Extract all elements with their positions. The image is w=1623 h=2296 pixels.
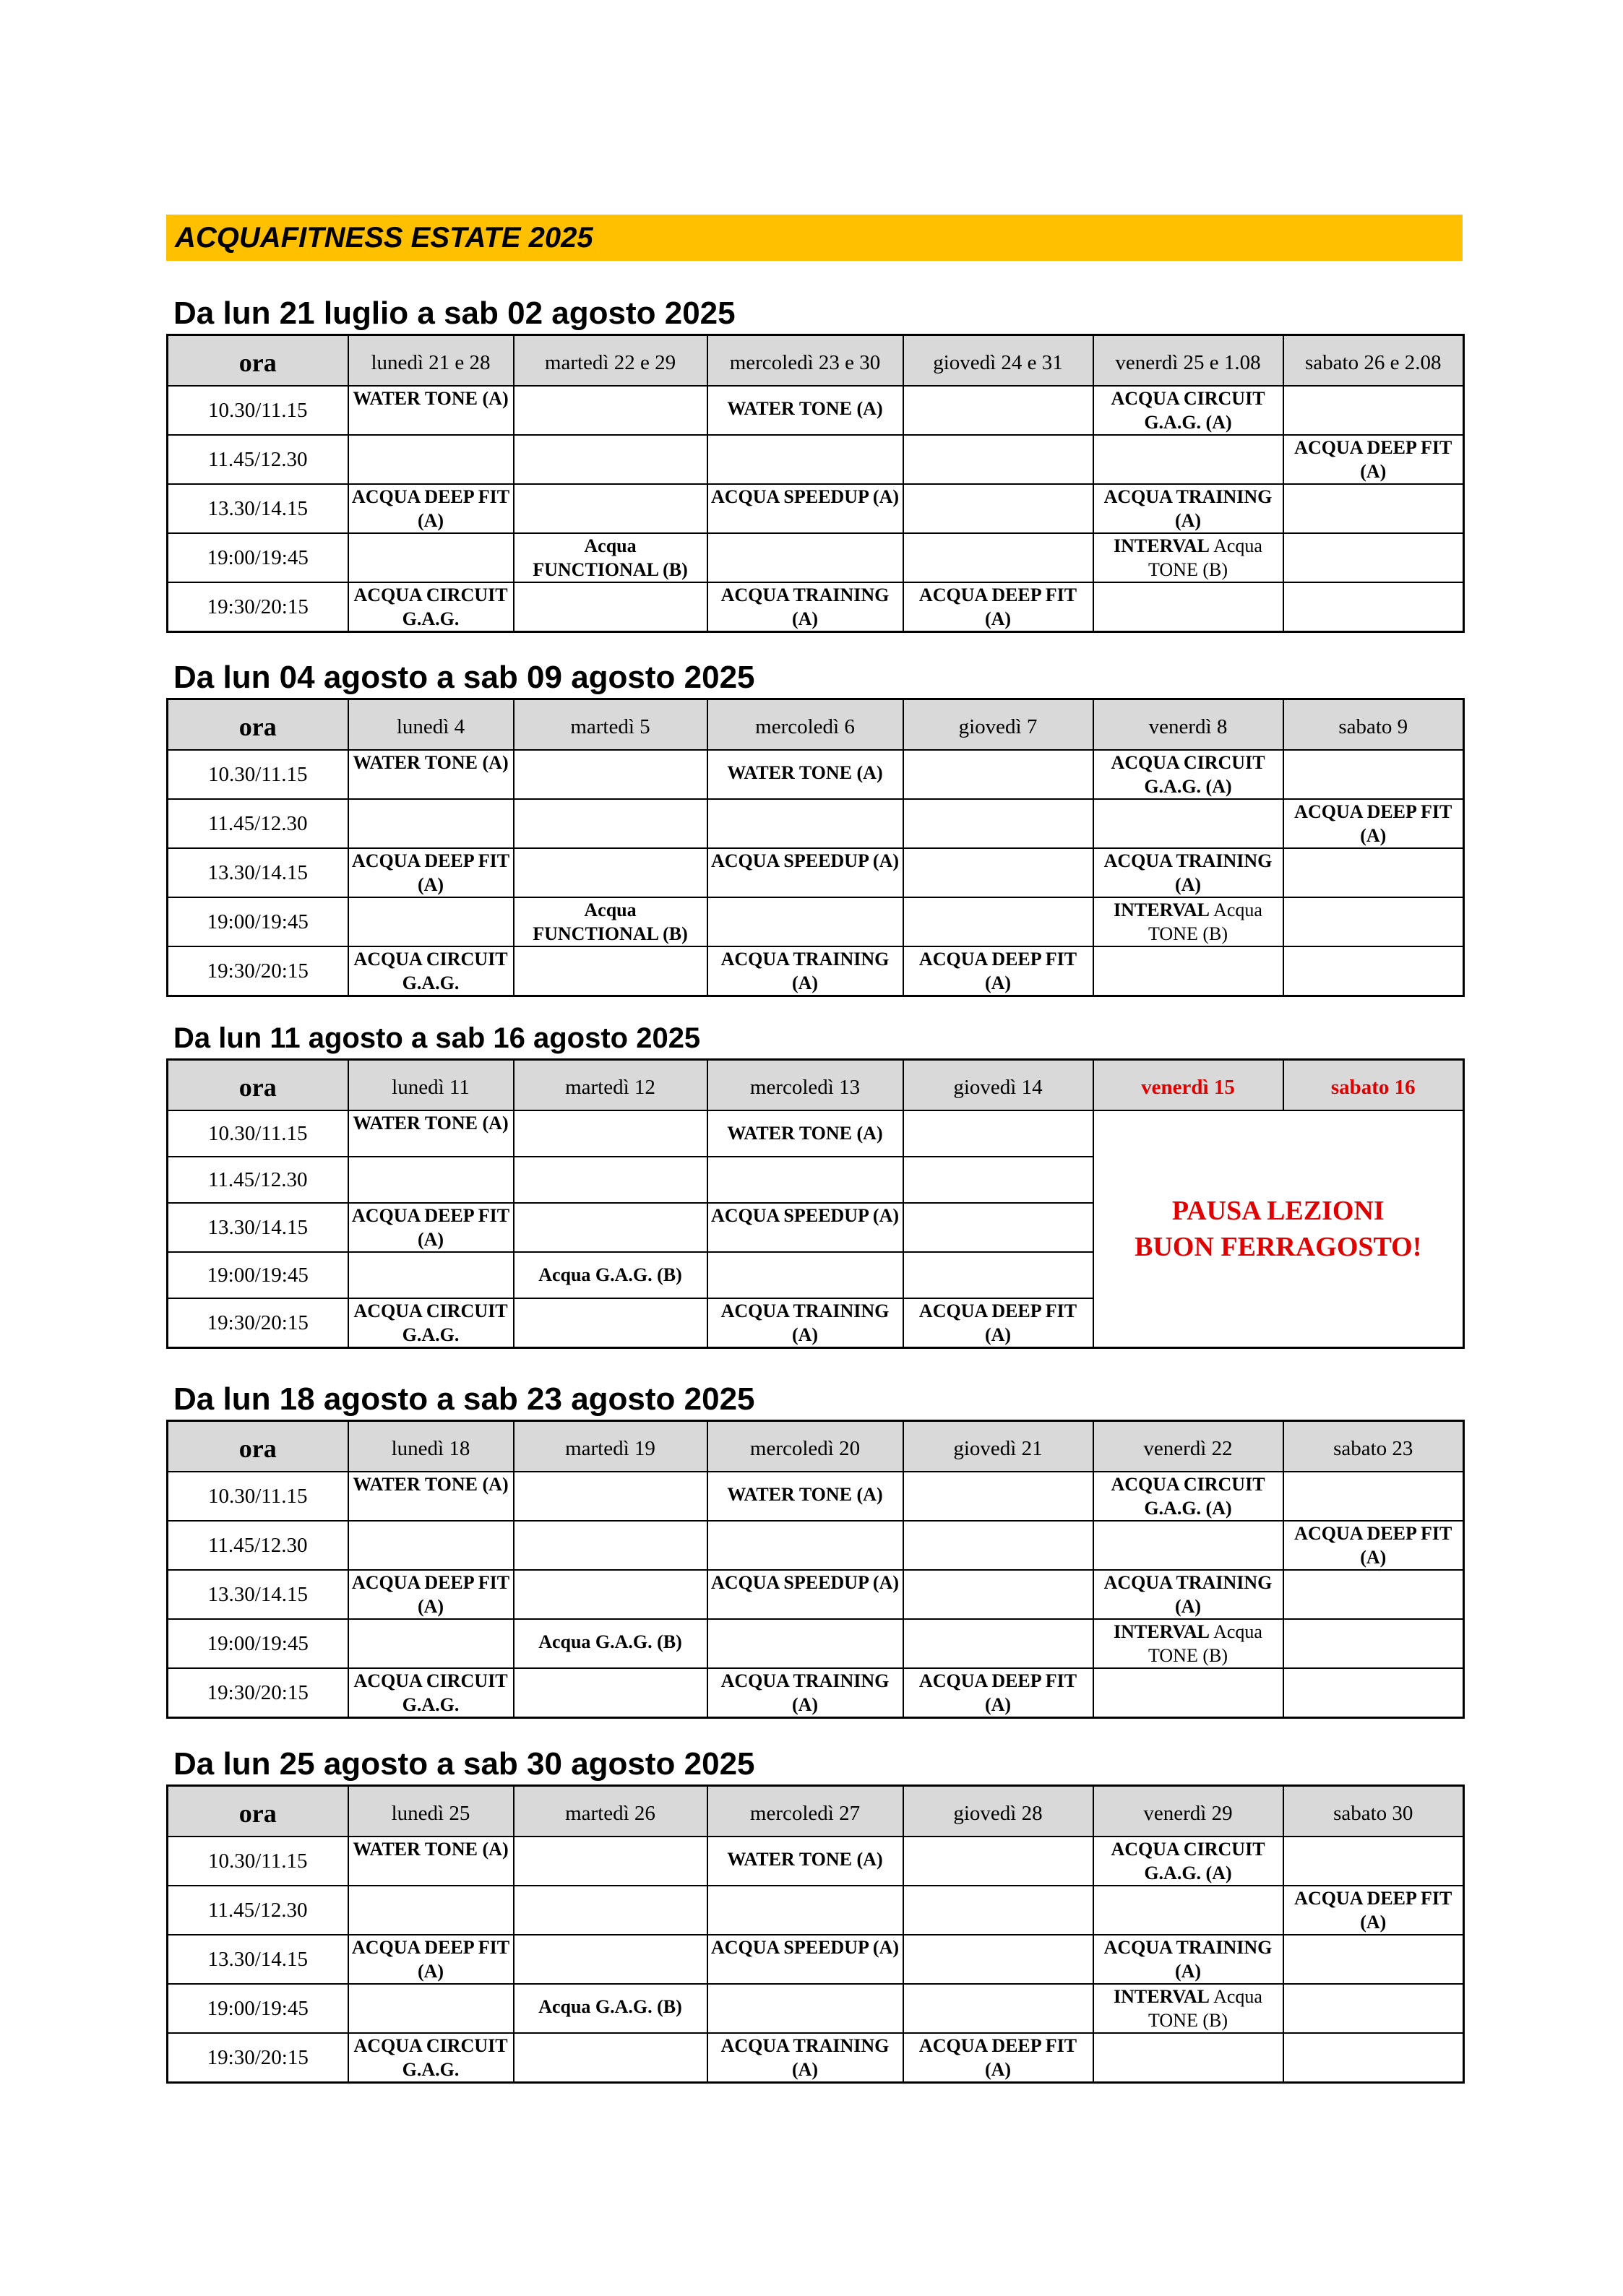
class-cell: ACQUA CIRCUIT G.A.G. [348, 1668, 514, 1718]
header-row [168, 1421, 1464, 1472]
empty-cell [514, 1203, 707, 1252]
empty-cell [903, 1252, 1093, 1298]
day-header: mercoledì 6 [707, 699, 903, 751]
class-cell: ACQUA CIRCUIT G.A.G. [348, 946, 514, 996]
empty-cell [707, 1886, 903, 1935]
empty-cell [514, 2033, 707, 2083]
class-cell: ACQUA DEEP FIT (A) [1283, 1886, 1464, 1935]
class-cell [514, 533, 707, 582]
class-cell: ACQUA DEEP FIT (A) [348, 484, 514, 533]
time-slot: 11.45/12.30 [168, 1886, 348, 1935]
empty-cell [514, 1298, 707, 1348]
empty-cell [903, 1886, 1093, 1935]
day-header: lunedì 25 [348, 1786, 514, 1837]
time-slot: 13.30/14.15 [168, 484, 348, 533]
empty-cell [1093, 1668, 1283, 1718]
empty-cell [903, 1110, 1093, 1157]
empty-cell [1093, 1886, 1283, 1935]
empty-cell [903, 1521, 1093, 1570]
table-row [168, 386, 1464, 435]
table-row [168, 1837, 1464, 1886]
header-row [168, 335, 1464, 387]
time-slot: 11.45/12.30 [168, 1157, 348, 1203]
table-row [168, 1521, 1464, 1570]
time-slot: 19:00/19:45 [168, 1619, 348, 1668]
empty-cell [1093, 799, 1283, 848]
time-slot: 19:30/20:15 [168, 582, 348, 632]
day-header: venerdì 25 e 1.08 [1093, 335, 1283, 387]
table-row [168, 1619, 1464, 1668]
empty-cell [348, 799, 514, 848]
day-header: giovedì 14 [903, 1060, 1093, 1111]
empty-cell [707, 1619, 903, 1668]
day-header: mercoledì 23 e 30 [707, 335, 903, 387]
class-label: WATER TONE (A) [727, 762, 883, 783]
class-cell: ACQUA DEEP FIT (A) [348, 848, 514, 897]
week-title: Da lun 18 agosto a sab 23 agosto 2025 [173, 1381, 755, 1417]
empty-cell [1093, 582, 1283, 632]
empty-cell [707, 1521, 903, 1570]
class-cell [1093, 533, 1283, 582]
empty-cell [348, 1157, 514, 1203]
class-cell [1093, 897, 1283, 946]
empty-cell [903, 750, 1093, 799]
empty-cell [707, 435, 903, 484]
time-slot: 19:00/19:45 [168, 1984, 348, 2033]
holiday-day-header: venerdì 15 [1093, 1060, 1283, 1111]
class-cell [1093, 1984, 1283, 2033]
time-slot: 13.30/14.15 [168, 848, 348, 897]
day-header: mercoledì 27 [707, 1786, 903, 1837]
empty-cell [348, 435, 514, 484]
class-cell [514, 1984, 707, 2033]
table-row [168, 1110, 1464, 1157]
table-row [168, 848, 1464, 897]
empty-cell [903, 1157, 1093, 1203]
class-cell: ACQUA TRAINING (A) [707, 582, 903, 632]
table-row [168, 946, 1464, 996]
class-cell: ACQUA DEEP FIT (A) [1283, 435, 1464, 484]
day-header: lunedì 21 e 28 [348, 335, 514, 387]
class-cell: ACQUA CIRCUIT G.A.G. (A) [1093, 750, 1283, 799]
class-cell: ACQUA CIRCUIT G.A.G. [348, 1298, 514, 1348]
class-cell: ACQUA DEEP FIT (A) [348, 1203, 514, 1252]
table-row [168, 1570, 1464, 1619]
day-header: giovedì 21 [903, 1421, 1093, 1472]
day-header: venerdì 29 [1093, 1786, 1283, 1837]
empty-cell [514, 582, 707, 632]
day-header: martedì 19 [514, 1421, 707, 1472]
empty-cell [514, 799, 707, 848]
empty-cell [1283, 1837, 1464, 1886]
time-slot: 11.45/12.30 [168, 799, 348, 848]
empty-cell [707, 799, 903, 848]
empty-cell [348, 1984, 514, 2033]
holiday-notice-line: BUON FERRAGOSTO! [1135, 1232, 1422, 1262]
empty-cell [514, 1837, 707, 1886]
class-cell: ACQUA SPEEDUP (A) [707, 848, 903, 897]
day-header: sabato 26 e 2.08 [1283, 335, 1464, 387]
week-section [166, 1379, 1464, 1719]
empty-cell [514, 1110, 707, 1157]
class-cell: ACQUA DEEP FIT (A) [903, 582, 1093, 632]
empty-cell [1093, 946, 1283, 996]
table-row [168, 435, 1464, 484]
class-cell: ACQUA CIRCUIT G.A.G. (A) [1093, 386, 1283, 435]
class-cell [707, 386, 903, 435]
empty-cell [903, 799, 1093, 848]
class-label: INTERVAL [1114, 1621, 1209, 1642]
class-cell: WATER TONE (A) [348, 1837, 514, 1886]
holiday-notice-line: PAUSA LEZIONI [1171, 1196, 1385, 1226]
empty-cell [514, 1521, 707, 1570]
class-label: FUNCTIONAL (B) [533, 559, 688, 580]
empty-cell [348, 897, 514, 946]
empty-cell [903, 1984, 1093, 2033]
class-cell: ACQUA SPEEDUP (A) [707, 1570, 903, 1619]
class-label: INTERVAL [1114, 535, 1209, 556]
time-slot: 13.30/14.15 [168, 1935, 348, 1984]
class-label: Acqua G.A.G. (B) [538, 1996, 682, 2017]
day-header: sabato 30 [1283, 1786, 1464, 1837]
class-cell [514, 1619, 707, 1668]
header-row [168, 1060, 1464, 1111]
empty-cell [348, 1521, 514, 1570]
table-row [168, 799, 1464, 848]
empty-cell [1283, 1984, 1464, 2033]
empty-cell [514, 435, 707, 484]
empty-cell [903, 533, 1093, 582]
week-title: Da lun 25 agosto a sab 30 agosto 2025 [173, 1746, 755, 1782]
empty-cell [1283, 750, 1464, 799]
class-cell: ACQUA SPEEDUP (A) [707, 1203, 903, 1252]
time-slot: 19:00/19:45 [168, 897, 348, 946]
class-label: Acqua TONE (B) [1148, 899, 1262, 944]
empty-cell [903, 1203, 1093, 1252]
day-header: sabato 23 [1283, 1421, 1464, 1472]
class-label: WATER TONE (A) [727, 398, 883, 419]
empty-cell [1283, 2033, 1464, 2083]
class-cell: ACQUA CIRCUIT G.A.G. [348, 2033, 514, 2083]
class-cell: ACQUA TRAINING (A) [1093, 484, 1283, 533]
class-label: WATER TONE (A) [727, 1484, 883, 1505]
class-cell: ACQUA TRAINING (A) [707, 2033, 903, 2083]
empty-cell [1093, 435, 1283, 484]
empty-cell [1283, 386, 1464, 435]
schedule-table [166, 334, 1465, 633]
time-slot: 11.45/12.30 [168, 1521, 348, 1570]
empty-cell [348, 1252, 514, 1298]
week-section [166, 1018, 1464, 1349]
schedule-table [166, 1420, 1465, 1719]
empty-cell [514, 946, 707, 996]
class-cell [707, 1472, 903, 1521]
time-column-header: ora [168, 1060, 348, 1111]
empty-cell [707, 1157, 903, 1203]
week-section [166, 657, 1464, 997]
day-header: giovedì 24 e 31 [903, 335, 1093, 387]
time-slot: 19:30/20:15 [168, 2033, 348, 2083]
class-cell: ACQUA TRAINING (A) [1093, 1935, 1283, 1984]
time-column-header: ora [168, 699, 348, 751]
class-cell: ACQUA DEEP FIT (A) [1283, 799, 1464, 848]
empty-cell [514, 1668, 707, 1718]
week-title: Da lun 21 luglio a sab 02 agosto 2025 [173, 295, 736, 331]
empty-cell [514, 1935, 707, 1984]
class-cell [707, 750, 903, 799]
holiday-notice [1093, 1110, 1464, 1348]
class-label: Acqua TONE (B) [1148, 535, 1262, 580]
empty-cell [707, 533, 903, 582]
empty-cell [1283, 1472, 1464, 1521]
day-header: giovedì 7 [903, 699, 1093, 751]
time-slot: 10.30/11.15 [168, 386, 348, 435]
time-column-header: ora [168, 335, 348, 387]
class-cell [707, 1110, 903, 1157]
page-title: ACQUAFITNESS ESTATE 2025 [166, 215, 1463, 261]
table-row [168, 750, 1464, 799]
day-header: martedì 5 [514, 699, 707, 751]
time-slot: 19:00/19:45 [168, 1252, 348, 1298]
class-label: Acqua G.A.G. (B) [538, 1631, 682, 1652]
empty-cell [514, 750, 707, 799]
class-cell: ACQUA TRAINING (A) [1093, 848, 1283, 897]
empty-cell [348, 533, 514, 582]
time-column-header: ora [168, 1786, 348, 1837]
empty-cell [1283, 533, 1464, 582]
time-column-header: ora [168, 1421, 348, 1472]
empty-cell [1283, 1668, 1464, 1718]
class-cell: ACQUA TRAINING (A) [707, 1298, 903, 1348]
class-cell: ACQUA CIRCUIT G.A.G. (A) [1093, 1837, 1283, 1886]
table-row [168, 1886, 1464, 1935]
day-header: sabato 9 [1283, 699, 1464, 751]
day-header: mercoledì 13 [707, 1060, 903, 1111]
empty-cell [514, 386, 707, 435]
time-slot: 10.30/11.15 [168, 1837, 348, 1886]
table-row [168, 533, 1464, 582]
class-cell: ACQUA SPEEDUP (A) [707, 484, 903, 533]
class-label: INTERVAL [1114, 899, 1209, 920]
class-cell: ACQUA TRAINING (A) [707, 1668, 903, 1718]
time-slot: 11.45/12.30 [168, 435, 348, 484]
class-cell: ACQUA DEEP FIT (A) [903, 946, 1093, 996]
empty-cell [348, 1619, 514, 1668]
empty-cell [1093, 2033, 1283, 2083]
empty-cell [514, 1472, 707, 1521]
header-row [168, 1786, 1464, 1837]
class-label: Acqua TONE (B) [1148, 1986, 1262, 2031]
class-cell: ACQUA DEEP FIT (A) [903, 1298, 1093, 1348]
schedule-table [166, 698, 1465, 997]
day-header: lunedì 4 [348, 699, 514, 751]
empty-cell [903, 484, 1093, 533]
table-row [168, 1935, 1464, 1984]
empty-cell [903, 1935, 1093, 1984]
time-slot: 13.30/14.15 [168, 1570, 348, 1619]
time-slot: 10.30/11.15 [168, 1110, 348, 1157]
table-row [168, 484, 1464, 533]
class-cell [1093, 1619, 1283, 1668]
table-row [168, 1472, 1464, 1521]
schedule-table [166, 1784, 1465, 2084]
empty-cell [514, 1886, 707, 1935]
week-section [166, 1744, 1464, 2084]
week-section [166, 293, 1464, 633]
empty-cell [514, 1157, 707, 1203]
time-slot: 10.30/11.15 [168, 750, 348, 799]
empty-cell [1283, 484, 1464, 533]
empty-cell [903, 897, 1093, 946]
class-cell: ACQUA DEEP FIT (A) [1283, 1521, 1464, 1570]
day-header: lunedì 11 [348, 1060, 514, 1111]
table-row [168, 2033, 1464, 2083]
class-cell: ACQUA TRAINING (A) [1093, 1570, 1283, 1619]
class-label: WATER TONE (A) [727, 1849, 883, 1870]
class-label: FUNCTIONAL (B) [533, 923, 688, 944]
empty-cell [1283, 848, 1464, 897]
class-cell: ACQUA DEEP FIT (A) [903, 2033, 1093, 2083]
empty-cell [1283, 897, 1464, 946]
empty-cell [903, 1570, 1093, 1619]
table-row [168, 582, 1464, 632]
empty-cell [903, 1619, 1093, 1668]
table-row [168, 897, 1464, 946]
class-cell: ACQUA CIRCUIT G.A.G. (A) [1093, 1472, 1283, 1521]
time-slot: 19:00/19:45 [168, 533, 348, 582]
day-header: venerdì 8 [1093, 699, 1283, 751]
day-header: martedì 12 [514, 1060, 707, 1111]
empty-cell [903, 1837, 1093, 1886]
class-label: INTERVAL [1114, 1986, 1209, 2007]
day-header: venerdì 22 [1093, 1421, 1283, 1472]
class-label: Acqua G.A.G. (B) [538, 1264, 682, 1285]
class-cell: ACQUA CIRCUIT G.A.G. [348, 582, 514, 632]
class-label: Acqua [584, 535, 637, 556]
day-header: lunedì 18 [348, 1421, 514, 1472]
empty-cell [1093, 1521, 1283, 1570]
day-header: mercoledì 20 [707, 1421, 903, 1472]
class-label: Acqua [584, 899, 637, 920]
empty-cell [903, 386, 1093, 435]
class-cell: ACQUA TRAINING (A) [707, 946, 903, 996]
table-row [168, 1668, 1464, 1718]
time-slot: 19:30/20:15 [168, 946, 348, 996]
day-header: martedì 26 [514, 1786, 707, 1837]
empty-cell [1283, 946, 1464, 996]
time-slot: 19:30/20:15 [168, 1668, 348, 1718]
class-label: WATER TONE (A) [727, 1123, 883, 1144]
empty-cell [707, 1984, 903, 2033]
empty-cell [1283, 1570, 1464, 1619]
day-header: martedì 22 e 29 [514, 335, 707, 387]
class-cell [707, 1837, 903, 1886]
empty-cell [707, 897, 903, 946]
class-label: Acqua TONE (B) [1148, 1621, 1262, 1666]
class-cell: ACQUA DEEP FIT (A) [348, 1570, 514, 1619]
schedule-table [166, 1058, 1465, 1349]
empty-cell [514, 1570, 707, 1619]
empty-cell [1283, 1619, 1464, 1668]
time-slot: 13.30/14.15 [168, 1203, 348, 1252]
class-cell: ACQUA DEEP FIT (A) [903, 1668, 1093, 1718]
empty-cell [707, 1252, 903, 1298]
week-title: Da lun 11 agosto a sab 16 agosto 2025 [173, 1022, 701, 1054]
class-cell [514, 1252, 707, 1298]
empty-cell [903, 848, 1093, 897]
header-row [168, 699, 1464, 751]
holiday-day-header: sabato 16 [1283, 1060, 1464, 1111]
class-cell: ACQUA SPEEDUP (A) [707, 1935, 903, 1984]
class-cell: WATER TONE (A) [348, 750, 514, 799]
time-slot: 10.30/11.15 [168, 1472, 348, 1521]
class-cell: WATER TONE (A) [348, 1110, 514, 1157]
class-cell: WATER TONE (A) [348, 1472, 514, 1521]
empty-cell [903, 435, 1093, 484]
empty-cell [514, 848, 707, 897]
empty-cell [514, 484, 707, 533]
empty-cell [1283, 582, 1464, 632]
empty-cell [903, 1472, 1093, 1521]
class-cell [514, 897, 707, 946]
time-slot: 19:30/20:15 [168, 1298, 348, 1348]
week-title: Da lun 04 agosto a sab 09 agosto 2025 [173, 660, 755, 695]
class-cell: WATER TONE (A) [348, 386, 514, 435]
class-cell: ACQUA DEEP FIT (A) [348, 1935, 514, 1984]
table-row [168, 1984, 1464, 2033]
empty-cell [348, 1886, 514, 1935]
day-header: giovedì 28 [903, 1786, 1093, 1837]
empty-cell [1283, 1935, 1464, 1984]
